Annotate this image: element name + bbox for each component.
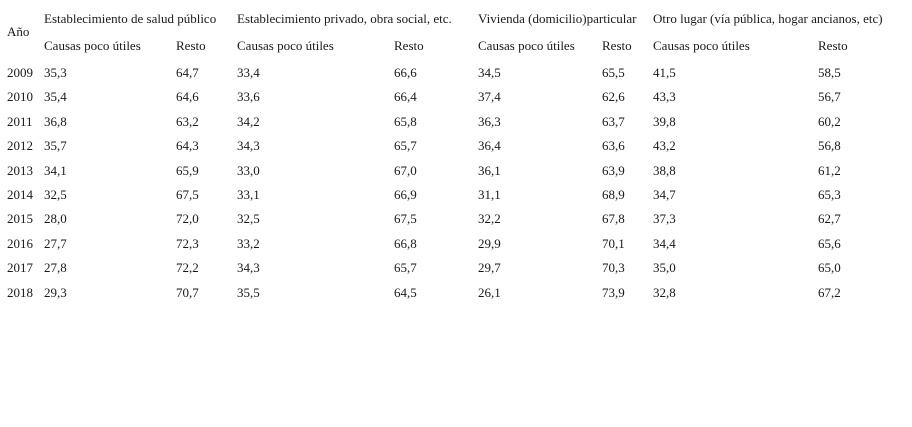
row-year: 2010 (7, 89, 33, 104)
table-cell: 35,5 (237, 285, 260, 300)
table-cell: 64,6 (176, 89, 199, 104)
table-cell: 36,3 (478, 114, 501, 129)
subheader-home-resto: Resto (602, 38, 632, 53)
table-cell: 65,8 (394, 114, 417, 129)
row-year: 2015 (7, 211, 33, 226)
table-cell: 26,1 (478, 285, 501, 300)
row-year: 2012 (7, 138, 33, 153)
table-cell: 33,6 (237, 89, 260, 104)
table-cell: 62,6 (602, 89, 625, 104)
row-year: 2011 (7, 114, 33, 129)
subheader-home-poco: Causas poco útiles (478, 38, 575, 53)
row-year: 2017 (7, 260, 33, 275)
table-cell: 70,1 (602, 236, 625, 251)
table-cell: 64,7 (176, 65, 199, 80)
subheader-private-resto: Resto (394, 38, 424, 53)
table-cell: 34,2 (237, 114, 260, 129)
table-cell: 43,2 (653, 138, 676, 153)
table-cell: 65,5 (602, 65, 625, 80)
table-cell: 39,8 (653, 114, 676, 129)
year-header: Año (7, 24, 30, 39)
row-year: 2018 (7, 285, 33, 300)
table-cell: 34,7 (653, 187, 676, 202)
table-cell: 33,2 (237, 236, 260, 251)
table-cell: 35,7 (44, 138, 67, 153)
row-year: 2014 (7, 187, 33, 202)
table-cell: 72,0 (176, 211, 199, 226)
table-cell: 65,7 (394, 260, 417, 275)
table-cell: 29,9 (478, 236, 501, 251)
group-header-other: Otro lugar (vía pública, hogar ancianos, etc) (653, 11, 883, 26)
table-cell: 70,7 (176, 285, 199, 300)
table-cell: 63,2 (176, 114, 199, 129)
table-cell: 36,4 (478, 138, 501, 153)
table-cell: 66,6 (394, 65, 417, 80)
table-cell: 64,5 (394, 285, 417, 300)
table-cell: 65,6 (818, 236, 841, 251)
table-cell: 41,5 (653, 65, 676, 80)
table-cell: 65,9 (176, 163, 199, 178)
table-cell: 67,8 (602, 211, 625, 226)
row-year: 2016 (7, 236, 33, 251)
table-cell: 36,1 (478, 163, 501, 178)
table-cell: 31,1 (478, 187, 501, 202)
table-cell: 29,3 (44, 285, 67, 300)
table-cell: 65,0 (818, 260, 841, 275)
table-cell: 32,5 (237, 211, 260, 226)
table-cell: 32,5 (44, 187, 67, 202)
row-year: 2013 (7, 163, 33, 178)
table-cell: 36,8 (44, 114, 67, 129)
table-cell: 70,3 (602, 260, 625, 275)
group-header-public: Establecimiento de salud público (44, 11, 217, 26)
table-cell: 33,0 (237, 163, 260, 178)
table-cell: 72,2 (176, 260, 199, 275)
table-cell: 63,7 (602, 114, 625, 129)
table-cell: 32,8 (653, 285, 676, 300)
table-cell: 37,4 (478, 89, 501, 104)
table-cell: 34,1 (44, 163, 67, 178)
table-cell: 73,9 (602, 285, 625, 300)
table-cell: 56,8 (818, 138, 841, 153)
table-cell: 35,3 (44, 65, 67, 80)
table-cell: 27,8 (44, 260, 67, 275)
table-cell: 67,5 (394, 211, 417, 226)
table-cell: 28,0 (44, 211, 67, 226)
table-cell: 33,1 (237, 187, 260, 202)
table-cell: 34,3 (237, 138, 260, 153)
subheader-public-resto: Resto (176, 38, 206, 53)
table-cell: 34,3 (237, 260, 260, 275)
table-cell: 43,3 (653, 89, 676, 104)
table-cell: 65,7 (394, 138, 417, 153)
table-cell: 68,9 (602, 187, 625, 202)
table-cell: 33,4 (237, 65, 260, 80)
table-cell: 38,8 (653, 163, 676, 178)
table-cell: 64,3 (176, 138, 199, 153)
table-cell: 72,3 (176, 236, 199, 251)
group-header-home: Vivienda (domicilio)particular (478, 11, 637, 26)
table-cell: 27,7 (44, 236, 67, 251)
subheader-other-resto: Resto (818, 38, 848, 53)
table-cell: 63,9 (602, 163, 625, 178)
table-cell: 66,4 (394, 89, 417, 104)
table-cell: 60,2 (818, 114, 841, 129)
table-cell: 67,0 (394, 163, 417, 178)
table-cell: 37,3 (653, 211, 676, 226)
table-cell: 56,7 (818, 89, 841, 104)
table-cell: 34,4 (653, 236, 676, 251)
table-cell: 32,2 (478, 211, 501, 226)
table-cell: 35,4 (44, 89, 67, 104)
table-cell: 35,0 (653, 260, 676, 275)
table-cell: 65,3 (818, 187, 841, 202)
table-cell: 67,5 (176, 187, 199, 202)
table-cell: 67,2 (818, 285, 841, 300)
table-cell: 29,7 (478, 260, 501, 275)
group-header-private: Establecimiento privado, obra social, etc. (237, 11, 452, 26)
table-cell: 66,9 (394, 187, 417, 202)
table-cell: 62,7 (818, 211, 841, 226)
table-cell: 61,2 (818, 163, 841, 178)
table-cell: 66,8 (394, 236, 417, 251)
table-cell: 63,6 (602, 138, 625, 153)
table-cell: 58,5 (818, 65, 841, 80)
table-cell: 34,5 (478, 65, 501, 80)
row-year: 2009 (7, 65, 33, 80)
subheader-private-poco: Causas poco útiles (237, 38, 334, 53)
subheader-other-poco: Causas poco útiles (653, 38, 750, 53)
subheader-public-poco: Causas poco útiles (44, 38, 141, 53)
